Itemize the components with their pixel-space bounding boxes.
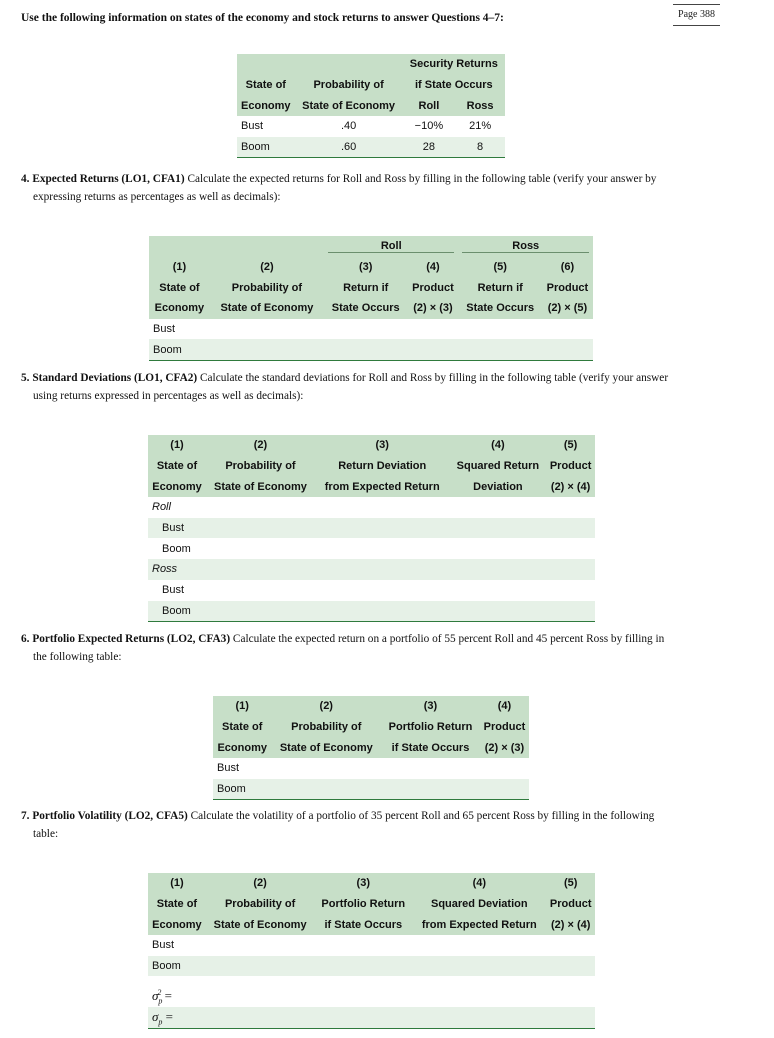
col-head: Economy [149,298,210,319]
col-num: (3) [314,873,412,894]
col-head: Probability of [210,277,324,298]
col-head: Economy [148,476,206,497]
header-economy: Economy [237,95,295,116]
header-ross: Ross [455,95,505,116]
col-head: Product [407,277,458,298]
col-head: from Expected Return [412,914,546,935]
state-cell: Bust [241,120,264,133]
col-head: Product [546,894,595,915]
table-row [148,935,595,956]
col-head: Portfolio Return [381,717,480,738]
col-head: if State Occurs [381,737,480,758]
col-num: (3) [381,696,480,717]
std-dev-row [148,1007,595,1028]
col-head: Return if [458,277,541,298]
col-head: (2) × (3) [407,298,458,319]
col-head: from Expected Return [315,476,450,497]
table-row [148,601,595,622]
col-head: Product [480,717,529,738]
table-row [237,137,505,158]
col-head: Product [546,456,595,477]
group-label: Ross [148,559,206,580]
intro-text: Use the following information on states of the economy and stock returns to answer Questions 4–7: [21,12,504,24]
col-num: (3) [324,257,407,278]
variance-row [148,986,595,1007]
standard-deviations-table [148,435,595,622]
col-head: Product [542,277,593,298]
col-head: State of Economy [206,476,315,497]
col-num: (5) [546,435,595,456]
state-cell: Bust [162,584,185,597]
prob-cell: .40 [340,120,357,133]
col-head: Economy [213,737,271,758]
col-head: State of [148,456,206,477]
ross-cell: 21% [469,120,492,133]
col-num: (6) [542,257,593,278]
col-num: (4) [480,696,529,717]
state-cell: Boom [237,137,295,158]
table-row [213,779,529,800]
col-head: Probability of [206,456,315,477]
col-head: Deviation [450,476,547,497]
expected-returns-table [149,236,593,361]
state-cell: Boom [162,542,191,555]
header-security-returns: Security Returns [403,54,505,75]
question-5: 5. Standard Deviations (LO1, CFA2) Calculate the standard deviations for Roll and Ross by filling in the following table (verify your answer using returns expressed in percentages as well as decimals): [21,372,669,402]
col-head: State of [213,717,271,738]
col-head: Return Deviation [315,456,450,477]
col-num: (1) [149,257,210,278]
table-row [149,339,593,360]
group-row [148,559,595,580]
col-head: State of Economy [206,914,315,935]
page-number: Page 388 [673,4,720,26]
table-row [148,580,595,601]
header-probability-of: Probability of [295,75,403,96]
col-head: State of [149,277,210,298]
roll-cell: −10% [414,120,444,133]
col-num: (1) [148,435,206,456]
group-ross: Ross [458,236,593,257]
prob-cell: .60 [295,137,403,158]
group-label: Roll [152,501,171,514]
col-num: (1) [148,873,206,894]
portfolio-expected-returns-table [213,696,529,800]
col-num: (2) [210,257,324,278]
table-row [237,116,505,137]
col-head: State Occurs [458,298,541,319]
portfolio-volatility-table [148,873,595,1029]
table-row [149,319,593,340]
state-cell: Bust [217,762,240,775]
col-head: (2) × (4) [546,914,595,935]
question-6: 6. Portfolio Expected Returns (LO2, CFA3) Calculate the expected return on a portfolio of 55 percent Roll and 45 percent Ross by filling in the following table: [21,633,665,663]
state-cell: Bust [152,939,175,952]
col-head: State of [148,894,206,915]
roll-cell: 28 [403,137,456,158]
table-row [213,758,529,779]
state-cell: Boom [148,601,206,622]
header-state-of-economy: State of Economy [295,95,403,116]
header-if-state-occurs: if State Occurs [403,75,505,96]
col-head: (2) × (4) [546,476,595,497]
col-head: Squared Deviation [412,894,546,915]
header-state-of: State of [237,75,295,96]
state-cell: Boom [148,956,206,977]
col-num: (1) [213,696,271,717]
col-head: Probability of [271,717,381,738]
col-num: (2) [206,873,315,894]
question-7: 7. Portfolio Volatility (LO2, CFA5) Calculate the volatility of a portfolio of 35 percent Roll and 65 percent Ross by filling in the following table: [21,810,655,840]
col-head: Return if [324,277,407,298]
col-head: Squared Return [450,456,547,477]
table-row [148,538,595,559]
table-row [148,956,595,977]
question-4: 4. Expected Returns (LO1, CFA1) Calculate the expected returns for Roll and Ross by filling in the following table (verify your answer by expressing returns as percentages as well as decimals): [21,173,657,203]
col-num: (5) [458,257,541,278]
portfolio-stddev-label: $\sigma_p$ = [148,1007,206,1028]
state-cell: Boom [213,779,271,800]
state-cell: Boom [149,339,210,360]
col-num: (4) [412,873,546,894]
returns-table [237,54,505,158]
col-num: (4) [450,435,547,456]
col-num: (2) [271,696,381,717]
col-num: (2) [206,435,315,456]
col-head: Probability of [206,894,315,915]
group-row [148,497,595,518]
col-head: State Occurs [324,298,407,319]
col-head: Economy [148,914,206,935]
col-num: (3) [315,435,450,456]
table-row [148,518,595,539]
header-roll: Roll [403,95,456,116]
col-head: State of Economy [271,737,381,758]
col-head: State of Economy [210,298,324,319]
col-num: (5) [546,873,595,894]
state-cell: Bust [148,518,206,539]
col-head: (2) × (5) [542,298,593,319]
col-head: (2) × (3) [480,737,529,758]
portfolio-variance-label: $\sigma_p^2$ = [152,987,173,1006]
col-num: (4) [407,257,458,278]
col-head: Portfolio Return [314,894,412,915]
ross-cell: 8 [455,137,505,158]
group-roll: Roll [324,236,458,257]
col-head: if State Occurs [314,914,412,935]
state-cell: Bust [153,323,176,336]
